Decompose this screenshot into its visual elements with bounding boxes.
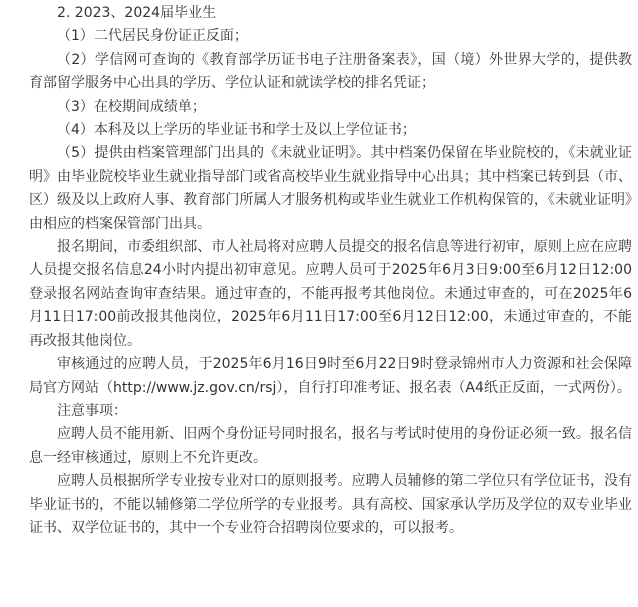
registration-review-paragraph: 报名期间，市委组织部、市人社局将对应聘人员提交的报名信息等进行初审，原则上应在应聘人员提交报名信息24小时内提出初审意见。应聘人员可于2025年6月3日9:00至6月12日12:00登录报名网站查询审查结果。通过审查的，不能再报考其他岗位。未通过审查的，可在2025年6月11日17:00前改报其他岗位，2025年6月11日17:00至6月12日12:00，未通过审查的，不能再改报其他岗位。 [29,239,632,349]
section-heading-2023-2024-graduates: 2. 2023、2024届毕业生 [57,5,217,21]
admission-ticket-paragraph: 审核通过的应聘人员，于2025年6月16日9时至6月22日9时登录锦州市人力资源和社会保障局官方网站（http://www.jz.gov.cn/rsj），自行打印准考证、报名表（A4纸正反面，一式两份）。 [29,356,632,396]
note-id-consistency: 应聘人员不能用新、旧两个身份证号同时报名，报名与考试时使用的身份证必须一致。报名信息一经审核通过，原则上不允许更改。 [29,426,632,466]
item-diploma-degree: （4）本科及以上学历的毕业证书和学士及以上学位证书； [57,122,416,139]
notes-heading: 注意事项： [57,402,127,419]
item-education-record: （2）学信网可查询的《教育部学历证书电子注册备案表》，国（境）外世界大学的，提供教育部留学服务中心出具的学历、学位认证和就读学校的排名凭证； [29,51,632,92]
item-id-card: （1）二代居民身份证正反面； [57,28,248,45]
item-unemployment-certificate: （5）提供由档案管理部门出具的《未就业证明》。其中档案仍保留在毕业院校的，《未就业证明》由毕业院校毕业生就业指导部门或省高校毕业生就业指导中心出具；其中档案已转到县（市、区）级及以上政府人事、教育部门所属人才服务机构或毕业生就业工作机构保管的，《未就业证明》由相应的档案保管部门出具。 [29,145,632,232]
note-major-matching: 应聘人员根据所学专业按专业对口的原则报考。应聘人员辅修的第二学位只有学位证书，没有毕业证书的，不能以辅修第二学位所学的专业报考。具有高校、国家承认学历及学位的双专业毕业证书、双学位证书的，其中一个专业符合招聘岗位要求的，可以报考。 [29,473,632,536]
item-transcript: （3）在校期间成绩单； [57,98,206,115]
